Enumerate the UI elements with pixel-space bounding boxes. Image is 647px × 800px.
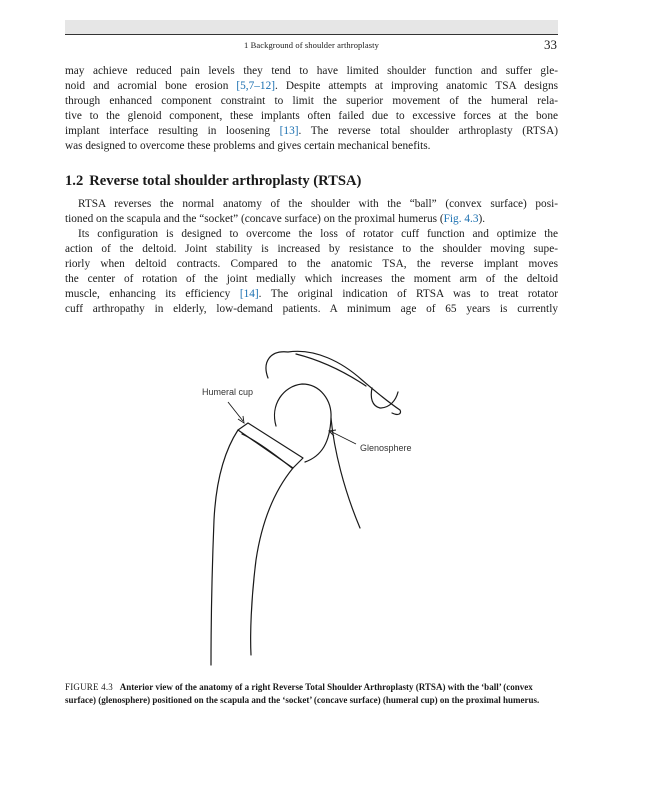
figure-caption-label: FIGURE 4.3 [65, 682, 114, 692]
citation-link[interactable]: [13] [279, 124, 299, 137]
figure-link[interactable]: Fig. 4.3 [443, 212, 479, 225]
scapula-neck [331, 418, 360, 528]
text-line: may achieve reduced pain levels they tend to have limited shoulder function and suffer gle- [65, 65, 558, 77]
text-line: tive to the glenoid component, these implants often failed due to excessive forces at the bone [65, 109, 558, 122]
humeral-cup-top [238, 423, 303, 468]
text-fragment: . The reverse total shoulder arthroplasty (RTSA) [298, 124, 558, 137]
intro-paragraph [65, 64, 558, 153]
text-line: action of the deltoid. Joint stability is increased by resistance to the shoulder moving supe- [65, 242, 558, 255]
page-number: 33 [544, 37, 557, 52]
text-line: RTSA reverses the normal anatomy of the shoulder with the “ball” (convex surface) posi- [78, 198, 558, 210]
glenosphere-ball [275, 384, 332, 462]
figure-caption [65, 681, 558, 707]
section-number: 1.2 [65, 173, 84, 189]
running-head: 1 Background of shoulder arthroplasty [244, 40, 379, 50]
figure-caption-text: Anterior view of the anatomy of a right Reverse Total Shoulder Arthroplasty (RTSA) with the ‘ball’ (convex surface) (glenosphere) positioned on the scapula and the ‘socket’ (concave surface) (humeral cup) on the proximal humerus. [65, 682, 540, 705]
section-title: Reverse total shoulder arthroplasty (RTSA) [89, 173, 362, 189]
text-line: Its configuration is designed to overcome the loss of rotator cuff function and optimize the [78, 228, 558, 240]
humerus-lateral-cap [242, 434, 292, 468]
text-line [65, 287, 558, 302]
text-line: the center of rotation of the joint medially which increases the moment arm of the deltoid [65, 272, 558, 285]
section-paragraph-2 [65, 227, 558, 316]
text-fragment: implant interface resulting in loosening [65, 124, 280, 137]
humerus-lateral [251, 468, 293, 655]
text-line: was designed to overcome these problems and gives certain mechanical benefits. [65, 139, 431, 152]
text-fragment: . The original indication of RTSA was to treat rotator [258, 287, 559, 300]
header-band [65, 20, 558, 34]
text-fragment: noid and acromial bone erosion [65, 79, 237, 92]
humeral-cup-arrowhead [238, 416, 244, 423]
text-line: riorly when deltoid contracts. Compared to the anatomic TSA, the reverse implant moves [65, 257, 558, 270]
humeral-cup-leader [228, 402, 243, 421]
citation-link[interactable]: [14] [239, 287, 259, 300]
text-line [65, 79, 558, 94]
text-fragment: muscle, enhancing its efficiency [65, 287, 240, 300]
text-line [65, 124, 558, 139]
acromion-outline [266, 351, 400, 414]
text-fragment: tioned on the scapula and the “socket” (concave surface) on the proximal humerus ( [65, 212, 444, 225]
header-rule [65, 34, 558, 35]
section-paragraph-1 [65, 197, 558, 227]
figure-rtsa-diagram [190, 338, 430, 670]
citation-link[interactable]: [5,7–12] [236, 79, 275, 92]
text-line: cuff arthropathy in elderly, low-demand patients. A minimum age of 65 years is currently [65, 302, 558, 315]
humeral-cup-label: Humeral cup [202, 387, 254, 397]
text-line [65, 212, 558, 227]
humerus-medial [211, 430, 238, 665]
section-heading [65, 173, 361, 190]
text-fragment: ). [478, 212, 486, 225]
glenosphere-label: Glenosphere [360, 443, 412, 453]
text-fragment: . Despite attempts at improving anatomic TSA designs [274, 79, 558, 92]
text-line: through enhanced component constraint to limit the superior movement of the humeral rela- [65, 94, 558, 107]
